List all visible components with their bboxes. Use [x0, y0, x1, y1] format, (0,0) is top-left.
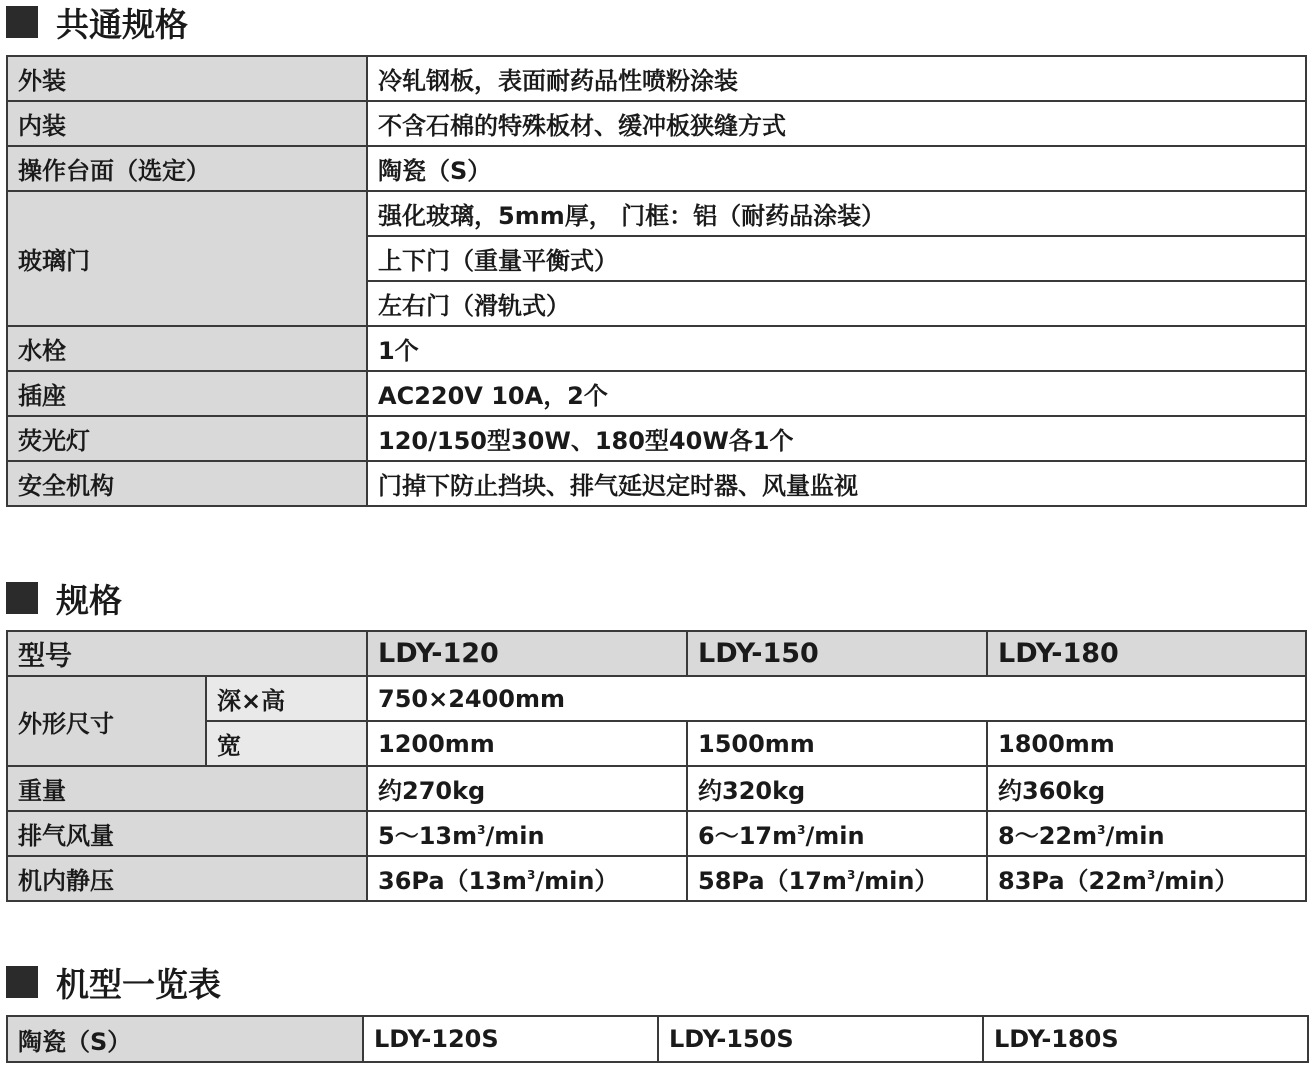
exhaust-value-unit: /min	[485, 822, 545, 850]
common-spec-table	[6, 55, 1307, 507]
exhaust-value-unit: /min	[1105, 822, 1165, 850]
row-value: 门掉下防止挡块、排气延迟定时器、风量监视	[367, 461, 1306, 506]
table-row	[7, 56, 1306, 101]
spec-table	[6, 630, 1307, 902]
row-label: 水栓	[7, 326, 367, 371]
row-label: 安全机构	[7, 461, 367, 506]
pressure-value	[367, 856, 687, 901]
section-title-common	[6, 2, 188, 42]
lineup-label: 陶瓷（S）	[7, 1016, 363, 1062]
row-value: 1个	[367, 326, 1306, 371]
model-header: LDY-120	[367, 631, 687, 676]
section-title-lineup	[6, 962, 221, 1002]
width-label: 宽	[206, 721, 367, 766]
row-value: 上下门（重量平衡式）	[367, 236, 1306, 281]
table-row	[7, 676, 1306, 721]
lineup-model: LDY-180S	[983, 1016, 1308, 1062]
pressure-value-unit: /min）	[1155, 867, 1239, 895]
table-header-row	[7, 631, 1306, 676]
row-label: 内装	[7, 101, 367, 146]
weight-label: 重量	[7, 766, 367, 811]
square-bullet-icon	[6, 966, 38, 998]
square-bullet-icon	[6, 6, 38, 38]
table-row	[7, 146, 1306, 191]
table-row	[7, 1016, 1308, 1062]
weight-value: 约320kg	[687, 766, 987, 811]
superscript-3: 3	[846, 868, 856, 882]
superscript-3: 3	[1146, 868, 1156, 882]
depth-height-value: 750×2400mm	[367, 676, 1306, 721]
pressure-value-main: 36Pa（13m	[378, 867, 527, 895]
pressure-value-main: 83Pa（22m	[998, 867, 1147, 895]
pressure-value	[687, 856, 987, 901]
superscript-3: 3	[526, 868, 536, 882]
exhaust-value	[367, 811, 687, 856]
exhaust-label: 排气风量	[7, 811, 367, 856]
table-row	[7, 856, 1306, 901]
superscript-3: 3	[477, 823, 486, 837]
depth-height-label: 深×高	[206, 676, 367, 721]
dims-label: 外形尺寸	[7, 676, 206, 766]
row-value: AC220V 10A，2个	[367, 371, 1306, 416]
exhaust-value	[687, 811, 987, 856]
table-row	[7, 811, 1306, 856]
pressure-value-unit: /min）	[855, 867, 939, 895]
exhaust-value-main: 6～17m	[698, 822, 798, 850]
model-header: LDY-150	[687, 631, 987, 676]
width-value: 1500mm	[687, 721, 987, 766]
row-value: 120/150型30W、180型40W各1个	[367, 416, 1306, 461]
row-label-glass-door: 玻璃门	[7, 191, 367, 326]
table-row	[7, 371, 1306, 416]
section-title-text: 共通规格	[56, 4, 188, 44]
table-row	[7, 461, 1306, 506]
exhaust-value-main: 5～13m	[378, 822, 478, 850]
table-row	[7, 101, 1306, 146]
weight-value: 约270kg	[367, 766, 687, 811]
table-row	[7, 326, 1306, 371]
row-value: 陶瓷（S）	[367, 146, 1306, 191]
row-value: 冷轧钢板，表面耐药品性喷粉涂装	[367, 56, 1306, 101]
superscript-3: 3	[797, 823, 806, 837]
section-title-text: 机型一览表	[56, 964, 221, 1004]
row-value: 不含石棉的特殊板材、缓冲板狭缝方式	[367, 101, 1306, 146]
width-value: 1800mm	[987, 721, 1306, 766]
row-label: 荧光灯	[7, 416, 367, 461]
model-label: 型号	[7, 631, 367, 676]
width-value: 1200mm	[367, 721, 687, 766]
square-bullet-icon	[6, 582, 38, 614]
exhaust-value-main: 8～22m	[998, 822, 1098, 850]
table-row	[7, 191, 1306, 236]
superscript-3: 3	[1097, 823, 1106, 837]
pressure-value	[987, 856, 1306, 901]
pressure-label: 机内静压	[7, 856, 367, 901]
table-row	[7, 766, 1306, 811]
exhaust-value-unit: /min	[805, 822, 865, 850]
lineup-model: LDY-120S	[363, 1016, 658, 1062]
lineup-table	[6, 1015, 1309, 1063]
exhaust-value	[987, 811, 1306, 856]
lineup-model: LDY-150S	[658, 1016, 983, 1062]
pressure-value-unit: /min）	[535, 867, 619, 895]
section-title-text: 规格	[56, 580, 122, 620]
row-label: 插座	[7, 371, 367, 416]
row-label: 外装	[7, 56, 367, 101]
model-header: LDY-180	[987, 631, 1306, 676]
table-row	[7, 416, 1306, 461]
pressure-value-main: 58Pa（17m	[698, 867, 847, 895]
section-title-spec	[6, 578, 122, 618]
row-value: 强化玻璃，5mm厚， 门框：铝（耐药品涂装）	[367, 191, 1306, 236]
row-value: 左右门（滑轨式）	[367, 281, 1306, 326]
weight-value: 约360kg	[987, 766, 1306, 811]
row-label: 操作台面（选定）	[7, 146, 367, 191]
